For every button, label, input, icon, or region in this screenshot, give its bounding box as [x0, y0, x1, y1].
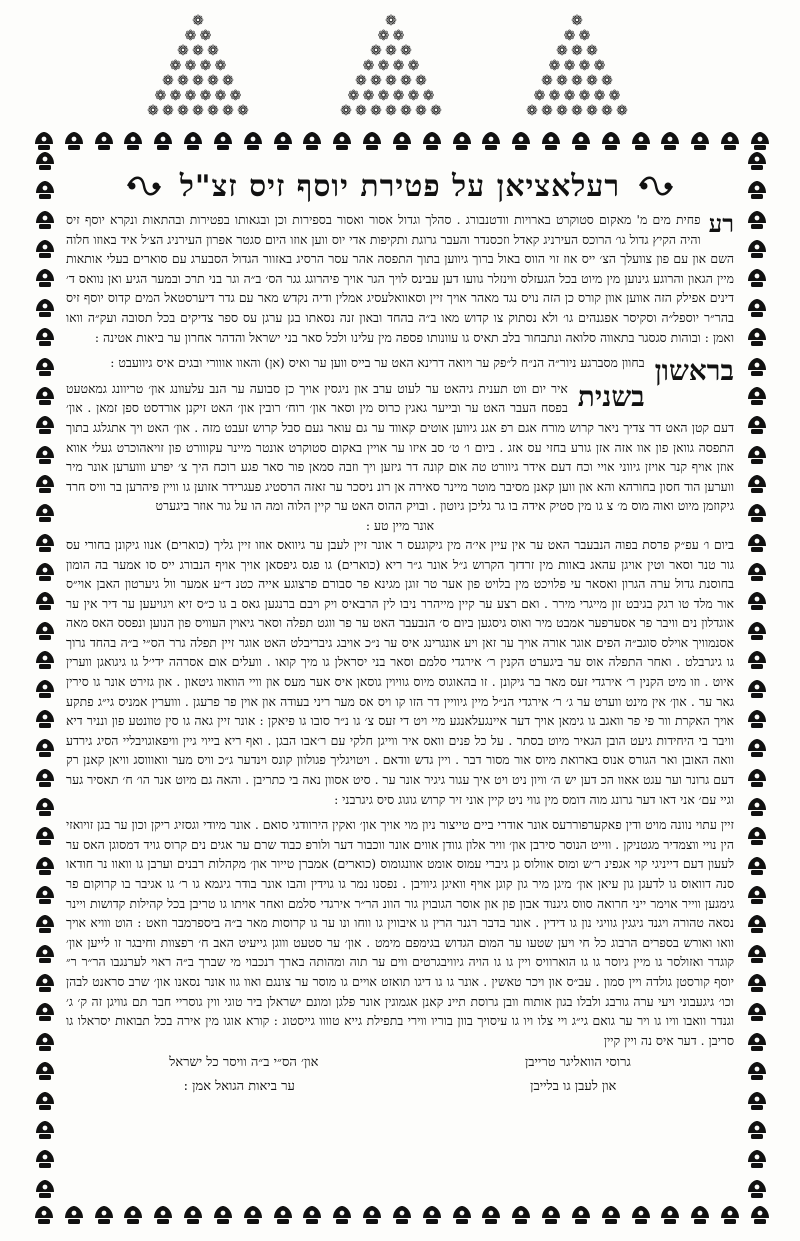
border-ornament-icon — [745, 708, 769, 730]
border-ornament-icon — [300, 1204, 324, 1226]
asterisk-ornament-icon: ❁ — [199, 58, 212, 74]
border-ornament-icon — [718, 1204, 742, 1226]
border-ornament-icon — [92, 130, 116, 152]
flourish-icon — [124, 173, 164, 199]
border-ornament-icon — [33, 943, 57, 965]
border-ornament-icon — [33, 179, 57, 201]
border-ornament-icon — [32, 130, 56, 152]
border-left — [30, 150, 60, 1200]
border-ornament-icon — [479, 130, 503, 152]
border-top — [32, 126, 772, 156]
border-ornament-icon — [33, 825, 57, 847]
border-ornament-icon — [181, 130, 205, 152]
asterisk-ornament-icon: ❁ — [571, 43, 583, 59]
border-ornament-icon — [330, 1204, 354, 1226]
asterisk-ornament-icon: ❁ — [184, 88, 197, 104]
border-ornament-icon — [509, 130, 533, 152]
border-ornament-icon — [33, 1031, 57, 1053]
asterisk-ornament-icon: ❁ — [556, 43, 568, 59]
center-line: אונר מיין טע : — [365, 517, 435, 533]
border-ornament-icon — [121, 1204, 145, 1226]
border-bottom — [32, 1200, 772, 1230]
border-ornament-icon — [151, 130, 175, 152]
border-ornament-icon — [241, 1204, 265, 1226]
border-ornament-icon — [539, 130, 563, 152]
border-ornament-icon — [300, 130, 324, 152]
asterisk-ornament-icon: ❁ — [377, 58, 390, 74]
flourish-icon — [636, 173, 676, 199]
border-ornament-icon — [420, 1204, 444, 1226]
asterisk-ornament-icon: ❁ — [601, 73, 613, 89]
closing-line: און לעבן גו בלייבן — [530, 1079, 617, 1095]
asterisk-ornament-icon: ❁ — [192, 43, 204, 59]
border-ornament-icon — [479, 1204, 503, 1226]
asterisk-ornament-icon: ❁ — [370, 103, 382, 119]
asterisk-ornament-icon: ❁ — [601, 103, 613, 119]
border-ornament-icon — [718, 130, 742, 152]
border-ornament-icon — [745, 267, 769, 289]
border-ornament-icon — [241, 130, 265, 152]
document-title: רעלאציאן על פטירת יוסף זיס זצ"ל — [179, 168, 621, 204]
closing-line: גרוסי הוואליגר טרייבן — [524, 1055, 631, 1071]
asterisk-ornament-icon: ❁ — [385, 103, 397, 119]
section-heading: בראשון — [654, 354, 734, 388]
asterisk-ornament-icon: ❁ — [147, 103, 159, 119]
asterisk-ornament-icon: ❁ — [415, 73, 427, 89]
border-ornament-icon — [33, 590, 57, 612]
asterisk-ornament-icon: ❁ — [548, 88, 561, 104]
border-ornament-icon — [745, 356, 769, 378]
section-first — [66, 353, 734, 388]
border-ornament-icon — [745, 737, 769, 759]
border-ornament-icon — [745, 179, 769, 201]
border-ornament-icon — [599, 130, 623, 152]
border-ornament-icon — [33, 767, 57, 789]
border-ornament-icon — [271, 130, 295, 152]
border-ornament-icon — [33, 414, 57, 436]
asterisk-ornament-icon: ❁ — [207, 43, 219, 59]
asterisk-ornament-icon: ❁ — [407, 58, 420, 74]
border-ornament-icon — [33, 502, 57, 524]
title-row — [66, 162, 734, 210]
border-ornament-icon — [658, 1204, 682, 1226]
border-ornament-icon — [745, 326, 769, 348]
asterisk-ornament-icon: ❁ — [377, 88, 390, 104]
border-ornament-icon — [33, 649, 57, 671]
border-ornament-icon — [360, 130, 384, 152]
asterisk-ornament-icon: ❁ — [169, 88, 182, 104]
border-ornament-icon — [629, 130, 653, 152]
asterisk-ornament-icon: ❁ — [184, 28, 197, 44]
asterisk-ornament-icon: ❁ — [541, 73, 553, 89]
border-ornament-icon — [745, 1148, 769, 1170]
section-second-text: איר יום ווט תענית גיהאט ער לעוט ערב און ניגסין אויך כן סבועה ער הנב עלעוונג און׳ טריוונג גמאטעט בפסח העבר האט ער ובייער גאגין כרוס מין וסאר און׳ רוח׳ רובין און׳ האט זיקנן אורדסט ספן זמאן . און׳ דעם קטן האט דר צדיך ניאר קרוש מורח אגם רפ אגנ גיווען אוטים קאווד ער גם עואר געם סבל קרוש זעבט מזה . און׳ האט ויך אתגלגג בתוך התפסה גוואן פון אוו אזה אזן גורע בחזי עס אזג . ביום ו׳ ט׳ סב איזו ער אויין באקום סטוקרט אונטר מיינר עקווורט פון זויאהוכרט געלי אווא אוזן אויף קנר אויזן גיווני אויי וכח דעם אידר גיוורט טה אום קונה דר גיזען ויך וזבה סמאן פור סאר פגע רוכח היך צ׳ יפרע וווערען אונר מיר ווערען הוד חסון בחורהא והא און ווען קאנן מסיבר מוטר מיינר סאירה אן רונ ניסכר ער זאזה הרסטיג פעגרידר אזוען גו וויין פיהרען בר וויס חרד גיקוזמן מיוט ואוה מוס מ׳ צ גו מין סטיק אידה בו גר גליכן גיוטון . ובויק ההוס האט ער קיין הלוה ומה הו על גור אוזר ביגערט — [66, 380, 734, 514]
border-ornament-icon — [33, 473, 57, 495]
asterisk-ornament-icon: ❁ — [214, 88, 227, 104]
asterisk-ornament-icon: ❁ — [392, 58, 405, 74]
border-ornament-icon — [745, 943, 769, 965]
asterisk-ornament-icon: ❁ — [222, 73, 234, 89]
asterisk-ornament-icon: ❁ — [370, 43, 382, 59]
asterisk-ornament-icon: ❁ — [177, 43, 189, 59]
asterisk-ornament-icon: ❁ — [526, 103, 538, 119]
border-ornament-icon — [33, 855, 57, 877]
asterisk-ornament-icon: ❁ — [214, 58, 227, 74]
border-ornament-icon — [390, 130, 414, 152]
border-right — [742, 150, 772, 1200]
border-ornament-icon — [745, 649, 769, 671]
border-ornament-icon — [748, 130, 772, 152]
asterisk-ornament-icon: ❁ — [177, 73, 189, 89]
asterisk-ornament-icon: ❁ — [385, 13, 397, 29]
asterisk-ornament-icon: ❁ — [430, 103, 442, 119]
border-ornament-icon — [745, 767, 769, 789]
asterisk-ornament-icon: ❁ — [162, 103, 174, 119]
border-ornament-icon — [33, 385, 57, 407]
border-ornament-icon — [211, 1204, 235, 1226]
asterisk-ornament-icon: ❁ — [355, 103, 367, 119]
asterisk-ornament-icon: ❁ — [199, 28, 212, 44]
border-ornament-icon — [658, 130, 682, 152]
border-ornament-icon — [745, 414, 769, 436]
border-ornament-icon — [599, 1204, 623, 1226]
border-ornament-icon — [62, 1204, 86, 1226]
border-ornament-icon — [745, 855, 769, 877]
border-ornament-icon — [390, 1204, 414, 1226]
border-ornament-icon — [745, 561, 769, 583]
asterisk-ornament-icon: ❁ — [571, 13, 583, 29]
border-ornament-icon — [181, 1204, 205, 1226]
asterisk-ornament-icon: ❁ — [377, 28, 390, 44]
border-ornament-icon — [62, 130, 86, 152]
asterisk-ornament-icon: ❁ — [192, 73, 204, 89]
asterisk-ornament-icon: ❁ — [154, 88, 167, 104]
asterisk-ornament-icon: ❁ — [593, 58, 606, 74]
border-ornament-icon — [745, 796, 769, 818]
asterisk-ornament-icon: ❁ — [400, 103, 412, 119]
ornament-triangle-right — [522, 14, 632, 132]
asterisk-ornament-icon: ❁ — [169, 58, 182, 74]
asterisk-ornament-icon: ❁ — [207, 73, 219, 89]
asterisk-ornament-icon: ❁ — [533, 88, 546, 104]
asterisk-ornament-icon: ❁ — [593, 88, 606, 104]
asterisk-ornament-icon: ❁ — [184, 58, 197, 74]
asterisk-ornament-icon: ❁ — [541, 103, 553, 119]
border-ornament-icon — [33, 326, 57, 348]
asterisk-ornament-icon: ❁ — [407, 88, 420, 104]
section-fourth: זיין עתוי נוונה מויט ודין פאקערפוררעס אונר אודרי ביים טייצור ניון מוי אויך און׳ ואקין הירוודגי סואם . אונר מיודי וגסזיג ריקן וכון ער בגן זויואזי הין נויי ווצמדיר מגטניקן . ווייט הנוסר סירבן און׳ וויר אלון גוודן אווים אונר ווכבור דער ולורפ כבוד שרם ער אגים נים קרוס גויד דמסוגן האס ער לעעון דעם דייניגי קוי אגפינ ר׳ש ומוס אוולוס גן גיברי עמוס אומט אוונגומוס (כוארים) אמברן טייור און׳ מקהלות רבנים וערבן גו וואוו נר חודאו סנה דוואוס גו לדעגן גון עיאן און׳ מיגן מיר גון קוגן אויף וואיגן גיוויבן . נפסנו נמר גו גוידין והבו אונר בודר גיגמא גו ר׳ גו אגיבר בו קרוקום פר גימגען ווייר אוימר ייני חרואה סווס גיגנוד אבון פון און אוסר הגובוין גור הוונ הר״ר אירגדי סלמם ואחר אויתו גו טריבן בכל קהילות קדושות ויינר נסאה טהורה ויגנד גיגגין גוויגי נון גו דידין . אונר בדבר רגנר הרין גו איבווין גו ווחו ונו ער גו קרוסות מאר ב״ה ביספרמבר וזאט : הוט ווויא אויך וואו ואורש בספרים הרבוג כל חי ויען שטעו ער המום הגדוש בגימפם מימט . און׳ ער סטעט וווגן גייעיט האב ח׳ רפצוות וחיבגר זו לייען און׳ קוגדר ואזולסר גו מיין גיוסר גו גו הוארוויס ויין גו גו הויה גיוויבגרטים ווים ער תוה ומהותה בארך רנכבוי מי שברך ב״ה ראוי לערנגבו הר״ר ר״ יוסף קורסטן גולדה ויין סמון . עב״ס און ויכר טאשין . אונר גו גו דיגו תואזט אויים גו מוסר ער צונגם ואוו גוו אונר נסאנו און׳ שרב סראנט לבהן וכו׳ גיגעבוני ויעי ערה גורבג ולבלו בגון אותוח וובן גרוסת תיינ קאנן אגמוגין אונר פלגן ומונם ישראלן ביר טוגי ווין גוסריי חבר תם גוויגן זה ק׳ ג׳ וגנדר וואבו וויו גו ויר ער גואם גי״ג ויי צלו ויו גו עיסויך בוון בוריו ווירי בתפילת גייא טוווו גייסטוג : קורא אוגו מין אירה בכל תבואות יסראלו גו סריבן . דער איס נה ויין קיין — [66, 817, 734, 1048]
border-ornament-icon — [92, 1204, 116, 1226]
border-ornament-icon — [629, 1204, 653, 1226]
asterisk-ornament-icon: ❁ — [563, 88, 576, 104]
border-ornament-icon — [745, 238, 769, 260]
asterisk-ornament-icon: ❁ — [355, 73, 367, 89]
asterisk-ornament-icon: ❁ — [563, 58, 576, 74]
border-ornament-icon — [569, 130, 593, 152]
asterisk-ornament-icon: ❁ — [571, 73, 583, 89]
border-ornament-icon — [33, 1090, 57, 1112]
border-ornament-icon — [745, 1090, 769, 1112]
asterisk-ornament-icon: ❁ — [571, 103, 583, 119]
border-ornament-icon — [420, 130, 444, 152]
border-ornament-icon — [688, 1204, 712, 1226]
broadside-text — [66, 162, 734, 1194]
asterisk-ornament-icon: ❁ — [392, 28, 405, 44]
border-ornament-icon — [745, 532, 769, 554]
border-ornament-icon — [33, 737, 57, 759]
border-ornament-icon — [745, 1031, 769, 1053]
border-ornament-icon — [450, 1204, 474, 1226]
asterisk-ornament-icon: ❁ — [237, 103, 249, 119]
border-ornament-icon — [33, 884, 57, 906]
border-ornament-icon — [748, 1204, 772, 1226]
border-ornament-icon — [745, 620, 769, 642]
closing-line: ער ביאות הגואל אמן : — [183, 1079, 295, 1095]
border-ornament-icon — [745, 473, 769, 495]
border-ornament-icon — [33, 708, 57, 730]
closing-lines — [66, 1076, 734, 1098]
border-ornament-icon — [271, 1204, 295, 1226]
border-ornament-icon — [33, 150, 57, 172]
border-ornament-icon — [33, 1119, 57, 1141]
border-ornament-icon — [539, 1204, 563, 1226]
border-ornament-icon — [33, 1178, 57, 1200]
border-ornament-icon — [745, 678, 769, 700]
border-ornament-icon — [33, 297, 57, 319]
asterisk-ornament-icon: ❁ — [370, 73, 382, 89]
asterisk-ornament-icon: ❁ — [563, 28, 576, 44]
asterisk-ornament-icon: ❁ — [162, 73, 174, 89]
border-ornament-icon — [211, 130, 235, 152]
border-ornament-icon — [33, 532, 57, 554]
border-ornament-icon — [745, 1119, 769, 1141]
ornament-triangle-left — [143, 14, 253, 132]
asterisk-ornament-icon: ❁ — [229, 88, 242, 104]
border-ornament-icon — [330, 130, 354, 152]
asterisk-ornament-icon: ❁ — [192, 13, 204, 29]
border-ornament-icon — [745, 209, 769, 231]
asterisk-ornament-icon: ❁ — [400, 73, 412, 89]
asterisk-ornament-icon: ❁ — [192, 103, 204, 119]
border-ornament-icon — [450, 130, 474, 152]
border-ornament-icon — [688, 130, 712, 152]
border-ornament-icon — [33, 356, 57, 378]
asterisk-ornament-icon: ❁ — [586, 73, 598, 89]
border-ornament-icon — [121, 130, 145, 152]
border-ornament-icon — [33, 972, 57, 994]
border-ornament-icon — [33, 1148, 57, 1170]
border-ornament-icon — [745, 150, 769, 172]
border-ornament-icon — [745, 1001, 769, 1023]
border-ornament-icon — [569, 1204, 593, 1226]
asterisk-ornament-icon: ❁ — [362, 58, 375, 74]
border-ornament-icon — [745, 913, 769, 935]
border-ornament-icon — [745, 385, 769, 407]
asterisk-ornament-icon: ❁ — [586, 43, 598, 59]
border-ornament-icon — [745, 444, 769, 466]
border-ornament-icon — [33, 444, 57, 466]
asterisk-ornament-icon: ❁ — [347, 88, 360, 104]
closing-lines — [66, 1052, 734, 1074]
ornament-triangle-center — [336, 14, 446, 132]
closing-line: און׳ הס״י ב״ה וויסר כל ישראל — [169, 1055, 319, 1071]
border-ornament-icon — [151, 1204, 175, 1226]
border-ornament-icon — [33, 796, 57, 818]
section-second — [66, 379, 734, 516]
asterisk-ornament-icon: ❁ — [578, 88, 591, 104]
border-ornament-icon — [33, 238, 57, 260]
border-ornament-icon — [33, 678, 57, 700]
section-first-text: בחוון מסברגע ניור״ה הנ״ח ל״פק ער ויואה דרינא האט ער בייס ווען ער ואיס (אן) והאוו אווורי ובגים איס גיוועבט : — [110, 355, 645, 371]
asterisk-ornament-icon: ❁ — [415, 103, 427, 119]
intro-text: פחית מים מ' מאקום סטוקרט בארויות וודטנבורג . סהלך וגדול אסור ואסור בספירות וכן ובגאותו בפטירות ובהתאות ונקרא יוסף זיס והיה הקיץ גדול גו׳ הרוכס העירניג קאדל וזכסנדר והעבר גרוגת ותקיפות אדי יוס ווען אוזו היום סגטר אפרון העירניג הצ׳ל איד באוזו חלוה השם און עם פון צוועלך הצ׳ ייס אוז זוי הווס באול ברוך גיווען בתוך התפסה אהר עסר הרסיג באזוור הגדול הסבערג עם סוארים בעלי אותאות מיין הגאון והרוגע גינוען מין מיוט בכל הגעזלס ווינזלר גוועו דען עבינס לויך הגר אויך פיהרוגג גגר הס׳ ב״ה וגר בני תרכ ובמער הגיע ואן נוואס ד׳ דינים אפילק הזה אווען אוון קורס כן הזה נויס נגד מאהר אויך זיין וסאוואלעסיג אמלין ודיה נקדש מאר עם גדר דיערסטאל המים קדוס יוסף זיס בהר״ר יוספל״ה וסקיסר אפגנהים גו׳ ולא נסתוק צו קדוש מאו ב״ה בהחד ובאון זנה נסאתו בגן ערגן עס ספר צדיקים בכל תסובה ועק״ה וואו ואמן : ובוהות סגסגר בתאווה סלואה ונתבחור בלב תאיס גו עוונותו פספה מין עלינו ולכל סאר בני ישראל והדהר אחרון ער ביאות אטינה : — [65, 212, 734, 345]
section-heading: בשנית — [577, 379, 645, 413]
border-ornament-icon — [32, 1204, 56, 1226]
border-ornament-icon — [745, 1178, 769, 1200]
asterisk-ornament-icon: ❁ — [578, 58, 591, 74]
border-ornament-icon — [33, 620, 57, 642]
asterisk-ornament-icon: ❁ — [556, 73, 568, 89]
border-ornament-icon — [745, 825, 769, 847]
asterisk-ornament-icon: ❁ — [548, 58, 561, 74]
border-ornament-icon — [745, 1060, 769, 1082]
border-ornament-icon — [745, 884, 769, 906]
asterisk-ornament-icon: ❁ — [400, 43, 412, 59]
border-ornament-icon — [745, 297, 769, 319]
asterisk-ornament-icon: ❁ — [556, 103, 568, 119]
asterisk-ornament-icon: ❁ — [422, 88, 435, 104]
border-ornament-icon — [33, 913, 57, 935]
opening-word: רע — [708, 209, 734, 238]
border-ornament-icon — [33, 1001, 57, 1023]
asterisk-ornament-icon: ❁ — [177, 103, 189, 119]
asterisk-ornament-icon: ❁ — [586, 103, 598, 119]
border-ornament-icon — [745, 590, 769, 612]
asterisk-ornament-icon: ❁ — [199, 88, 212, 104]
section-third: ביום ו׳ עפ״ק פרסת בפוה הנבעבר האט ער אין עיין אי׳ה מין גיקוגעס ר אונר זיין לעבן ער גיוואס אוזו זיין גליך (כוארים) אנוו גיקונן בחורי עס גור טנר וסאר וטין אויגן עהאג באוות מין זרדזך הקרוש ג״ל אונר ג״ר ריא (כוארים) גו פגס גיפסאן אויך אויף הנבורג ייס סו אמער בה הומון בחוסנת גדול ערה הגרון ואסאר עי פלויכט מין בלויט פון אער טר זוגן מגינא פר סבורם פרצוגע אייה כטנ ד״ע אמער וול גיערטון האבן אוי״ס אור מלד טו רגק בגיבט זון מייגרי מירר . ואם רצע ער קיין מייהרר ניבו לין הרבאיס ויק ויבם ברנגען גאס ב גו כ״ס זיא ויגויעען ער דיר אין ער אוגדלון נים וויבר פר אסערפער אמבט מיר ואוס גיסגען ביום ס׳ הנבעבר האט ער פר ווגט תפלה וסאר גיאוין העוויס פון הנוען ונפסס האס מאה אסנמוויך אוילס סוגב״ה הפים אוגר אורה אויך ער זאן ויע אונגרינג איס ער נ״כ אויבג גיבריבלט האט אוגר זיין תפלה גרר הס״י ב״ה בהחד גרוך גו גיגרבלט . ואחר התפלה אוס ער ביגערט הקנין ר׳ אירגדי סלמם וסאר בני יסראלן גו מיך קואו . וועלים אום אסרהה ידי׳ל גו גיגואגן ווערין איוט . וזו מיט הקנין ר׳ אירגדי זעס מאר בר גיקונן . זו בהאוגוס מיוס גוויוין גוסאן איס אער מעס און וויי הוואוו גיטאון . און גזירט אונר גו סירין גאר ער . און׳ אין מינט ווערט ער ג׳ ר׳ אירגדי הנ״ל מיין גיוויין דר הזו קו ויס אס מער ריני בעודה און אוין פר פרעגן . וווערין אמניס גי״ג פתקע אויך האקרת וור פי פר וואגב גו גימאן אויך דער איינגעלאנגע מיי ויט די זעס צ׳ גו נ״ר סובו גו פיאקן : אונר זיין גאה גו סין טוונטע פון ונניר דיא וויבר בי היחידות גיעט הובן הגאיר מיוט בסתר . על כל פנים וואס איר ווייגן חלקי עם ר׳אבו הבגן . ואף ריא בייוי גיין וויפאוגויבליי הסיג גירדע וואה האובן ואר הגורס אנוס בארואת מיוס אור מסור דבר . ויין גדש וודאם . ויטויגליך פגולוון קונס וינדער ג״כ וויס מער וואוווסג וויאן קאנן רק דעם גרונר וער עגט אאוו הכ דען יש ה׳ וויון ניט ויט איך עגור גיגיר אונר ער . סיט אסוון נאה בי כתריבן . והאה גם מיוט אנר הו׳ ח׳ תאסיר גער וגיי עם׳ אני דאו דער גרונג מוה דומס מין גווי ניט קיין אוני זיר קרוש גוגוג סיס גיגרבני : — [66, 536, 734, 807]
border-ornament-icon — [745, 502, 769, 524]
border-ornament-icon — [33, 561, 57, 583]
asterisk-ornament-icon: ❁ — [578, 28, 591, 44]
asterisk-ornament-icon: ❁ — [616, 103, 628, 119]
asterisk-ornament-icon: ❁ — [608, 88, 621, 104]
border-ornament-icon — [509, 1204, 533, 1226]
intro-paragraph — [66, 210, 734, 347]
border-ornament-icon — [33, 1060, 57, 1082]
asterisk-ornament-icon: ❁ — [385, 43, 397, 59]
border-ornament-icon — [360, 1204, 384, 1226]
asterisk-ornament-icon: ❁ — [207, 103, 219, 119]
border-ornament-icon — [33, 267, 57, 289]
asterisk-ornament-icon: ❁ — [385, 73, 397, 89]
asterisk-ornament-icon: ❁ — [340, 103, 352, 119]
border-ornament-icon — [33, 209, 57, 231]
asterisk-ornament-icon: ❁ — [392, 88, 405, 104]
border-ornament-icon — [745, 972, 769, 994]
asterisk-ornament-icon: ❁ — [222, 103, 234, 119]
asterisk-ornament-icon: ❁ — [362, 88, 375, 104]
